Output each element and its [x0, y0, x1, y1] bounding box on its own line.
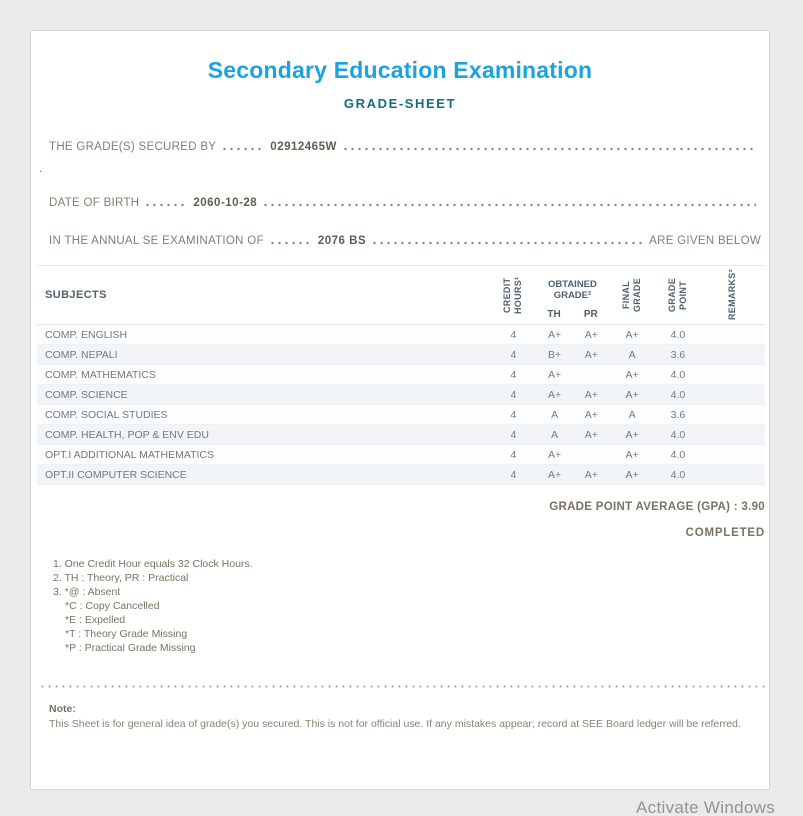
cell-final-grade: A+ — [625, 448, 639, 461]
status-completed: COMPLETED — [685, 527, 765, 539]
cell-final-grade: A+ — [625, 368, 639, 381]
page-title: Secondary Education Examination — [207, 57, 593, 83]
cell-grade-point: 4.0 — [670, 368, 686, 381]
footnote-line: *P : Practical Grade Missing — [65, 642, 196, 654]
table-row — [37, 465, 765, 485]
header-remarks-label: REMARKS³ — [727, 269, 738, 321]
table-row — [37, 405, 765, 425]
cell-credit-hours: 4 — [510, 448, 517, 461]
cell-subject: COMP. SOCIAL STUDIES — [45, 408, 168, 421]
info-line-exam — [31, 235, 769, 247]
cell-subject: COMP. MATHEMATICS — [45, 368, 156, 381]
note-label: Note: — [49, 703, 76, 715]
footnote-line: *C : Copy Cancelled — [65, 600, 160, 612]
info-line-secured-by — [31, 141, 769, 153]
cell-subject: COMP. SCIENCE — [45, 388, 128, 401]
cell-grade-point: 4.0 — [670, 388, 686, 401]
cell-credit-hours: 4 — [510, 348, 517, 361]
cell-credit-hours: 4 — [510, 368, 517, 381]
cell-th: A+ — [548, 468, 562, 481]
table-row — [37, 345, 765, 365]
cell-subject: COMP. NEPALI — [45, 348, 118, 361]
dotted-leader — [262, 203, 756, 207]
footnote-line: *E : Expelled — [65, 614, 126, 626]
info-section — [31, 141, 769, 247]
table-row — [37, 385, 765, 405]
cell-th: A+ — [548, 388, 562, 401]
table-body — [37, 325, 765, 485]
cell-th: A+ — [548, 368, 562, 381]
gpa-summary: GRADE POINT AVERAGE (GPA) : 3.90 — [549, 501, 765, 513]
cell-pr: A+ — [584, 468, 598, 481]
note-text: This Sheet is for general idea of grade(s) you secured. This is not for official use. If any mistakes appear; record at SEE Board ledger will be referred. — [49, 718, 741, 730]
cell-credit-hours: 4 — [510, 408, 517, 421]
header-credit-hours — [491, 266, 535, 324]
dotted-leader — [342, 147, 756, 151]
cell-final-grade: A+ — [625, 328, 639, 341]
secured-by-value: 02912465W — [270, 141, 337, 153]
dotted-divider — [39, 685, 765, 688]
footnote-line: *T : Theory Grade Missing — [65, 628, 188, 640]
exam-value: 2076 BS — [317, 235, 367, 247]
dotted-leader — [371, 241, 644, 245]
cell-final-grade: A+ — [625, 468, 639, 481]
cell-credit-hours: 4 — [510, 388, 517, 401]
header-obtained-grade — [536, 266, 610, 324]
cell-pr: A+ — [584, 328, 598, 341]
dob-label: DATE OF BIRTH — [49, 197, 140, 209]
grades-table — [37, 265, 765, 485]
cell-final-grade: A+ — [625, 428, 639, 441]
dotted-leader — [144, 203, 188, 207]
activate-windows-watermark: Activate Windows — [636, 798, 775, 816]
cell-pr: A+ — [584, 348, 598, 361]
cell-pr: A+ — [584, 408, 598, 421]
header-grade-point-label: GRADE POINT — [666, 278, 688, 313]
cell-credit-hours: 4 — [510, 468, 517, 481]
header-final-grade — [609, 266, 655, 324]
footnote-line: 3. *@ : Absent — [53, 586, 121, 598]
header-obtained-grade-label: OBTAINED GRADE² — [547, 279, 597, 301]
table-row — [37, 365, 765, 385]
header-obtained-grade-subcolumns — [536, 309, 610, 324]
header-th: TH — [547, 309, 561, 320]
cell-grade-point: 4.0 — [670, 328, 686, 341]
header-final-grade-label: FINAL GRADE — [621, 278, 643, 313]
dotted-leader — [221, 147, 265, 151]
header-credit-hours-label: CREDIT HOURS¹ — [502, 276, 524, 314]
cell-subject: OPT.II COMPUTER SCIENCE — [45, 468, 187, 481]
cell-final-grade: A — [628, 348, 636, 361]
info-line-dob — [31, 197, 769, 209]
cell-th: A+ — [548, 328, 562, 341]
cell-subject: COMP. HEALTH, POP & ENV EDU — [45, 428, 209, 441]
cell-th: A — [551, 408, 559, 421]
cell-grade-point: 3.6 — [670, 408, 686, 421]
header-pr: PR — [583, 309, 598, 320]
leader-continuation-dot: . — [39, 163, 43, 175]
note-section — [49, 702, 745, 732]
cell-th: A+ — [548, 448, 562, 461]
exam-suffix: ARE GIVEN BELOW — [649, 235, 761, 247]
footnote-line: 2. TH : Theory, PR : Practical — [53, 572, 189, 584]
footnotes-list — [53, 557, 769, 655]
header-grade-point — [655, 266, 701, 324]
dob-value: 2060-10-28 — [193, 197, 258, 209]
cell-grade-point: 4.0 — [670, 428, 686, 441]
cell-credit-hours: 4 — [510, 328, 517, 341]
grade-sheet-card — [30, 30, 770, 790]
cell-grade-point: 4.0 — [670, 448, 686, 461]
footnote-line: 1. One Credit Hour equals 32 Clock Hours. — [53, 558, 253, 570]
secured-by-label: THE GRADE(S) SECURED BY — [49, 141, 217, 153]
exam-label: IN THE ANNUAL SE EXAMINATION OF — [49, 235, 264, 247]
cell-final-grade: A — [628, 408, 636, 421]
header-subjects: SUBJECTS — [45, 289, 107, 301]
cell-th: A — [551, 428, 559, 441]
table-header — [37, 265, 765, 325]
page-subtitle: GRADE-SHEET — [343, 96, 457, 111]
table-row — [37, 425, 765, 445]
cell-credit-hours: 4 — [510, 428, 517, 441]
cell-pr: A+ — [584, 428, 598, 441]
table-row — [37, 325, 765, 345]
cell-final-grade: A+ — [625, 388, 639, 401]
cell-grade-point: 3.6 — [670, 348, 686, 361]
header-remarks — [701, 266, 765, 324]
dotted-leader — [269, 241, 313, 245]
cell-subject: COMP. ENGLISH — [45, 328, 128, 341]
cell-pr: A+ — [584, 388, 598, 401]
cell-th: B+ — [548, 348, 562, 361]
table-row — [37, 445, 765, 465]
cell-grade-point: 4.0 — [670, 468, 686, 481]
cell-subject: OPT.I ADDITIONAL MATHEMATICS — [45, 448, 214, 461]
